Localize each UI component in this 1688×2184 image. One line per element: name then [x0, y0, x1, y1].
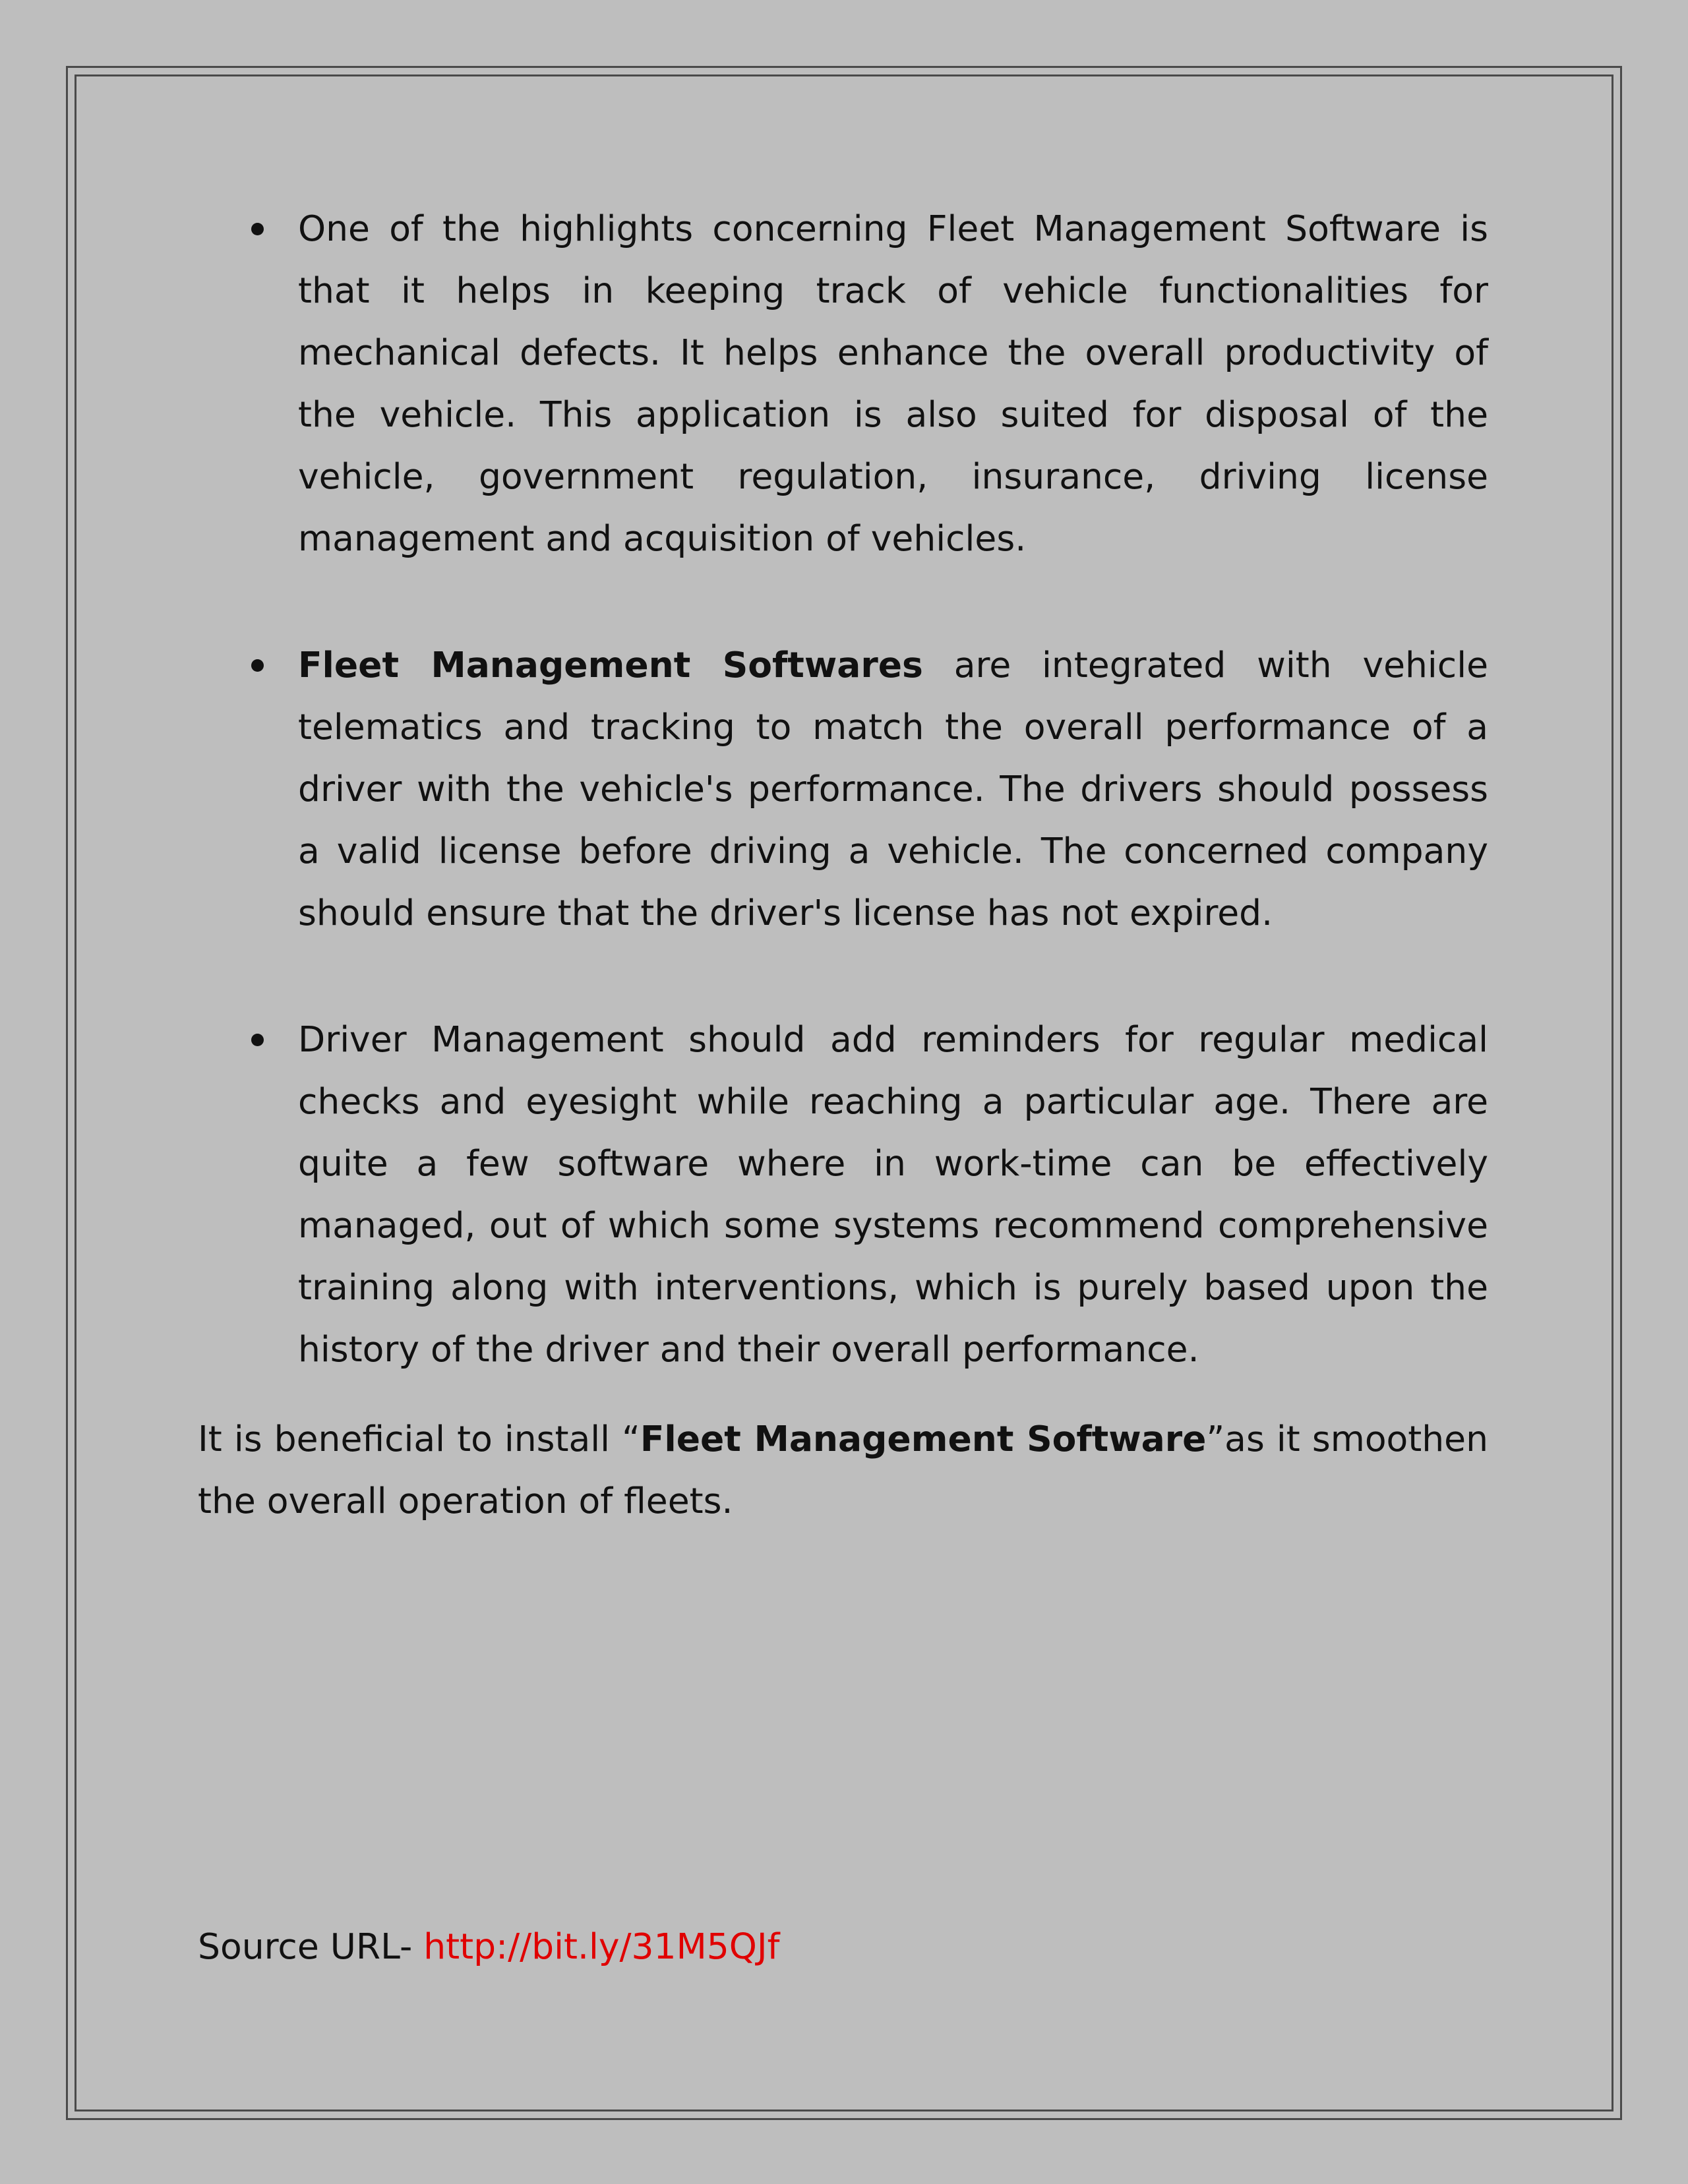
bullet-dot-icon — [251, 1034, 264, 1046]
bullet-text: One of the highlights concerning Fleet Management Software is that it helps in keeping track of vehicle functionalities for mechanical defects. It helps enhance the overall productivity of the vehicle. This application is also suited for disposal of the vehicle, government regulation, insurance, driving license management and acquisition of vehicles. — [298, 208, 1488, 559]
bullet-item-telematics — [198, 634, 1488, 944]
bullet-text: are integrated with vehicle telematics and tracking to match the overall performance of a driver with the vehicle's performance. The drivers should possess a valid license before driving a vehicle. The concerned company should ensure that the driver's license has not expired. — [298, 644, 1488, 933]
document-body — [198, 198, 1488, 1532]
bullet-list — [198, 198, 1488, 1380]
bullet-item-driver-management — [198, 1009, 1488, 1380]
source-line — [198, 1916, 780, 1978]
bullet-dot-icon — [251, 659, 264, 672]
closing-text-before: It is beneficial to install “ — [198, 1418, 640, 1460]
bullet-dot-icon — [251, 223, 264, 235]
closing-text-bold: Fleet Management Software — [640, 1418, 1207, 1460]
bullet-text: Driver Management should add reminders for regular medical checks and eyesight while reaching a particular age. There are quite a few software where in work-time can be effectively managed, out of which some systems recommend comprehensive training along with interventions, which is purely based upon the history of the driver and their overall performance. — [298, 1018, 1488, 1370]
bullet-item-highlights — [198, 198, 1488, 570]
source-url-link[interactable]: http://bit.ly/31M5QJf — [423, 1926, 780, 1967]
closing-text-after: ”as it smoothen the overall operation of fleets. — [198, 1418, 1488, 1521]
closing-paragraph — [198, 1408, 1488, 1532]
source-label: Source URL- — [198, 1926, 424, 1967]
bullet-lead-bold: Fleet Management Softwares — [298, 644, 923, 686]
